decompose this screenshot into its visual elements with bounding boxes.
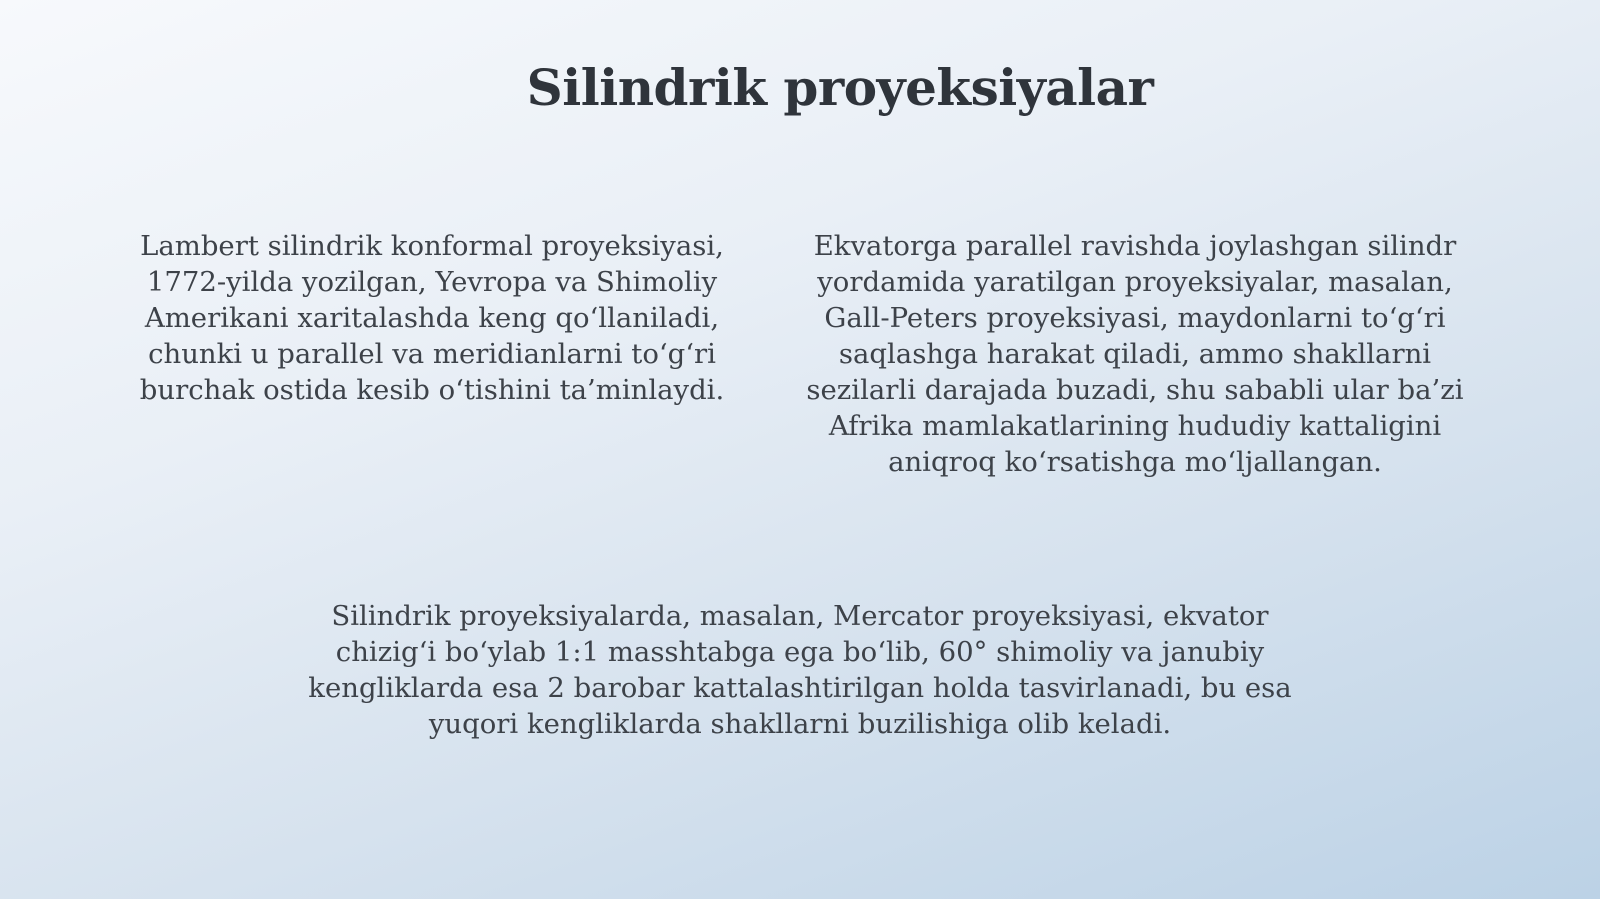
paragraph-gall-peters: Ekvatorga parallel ravishda joylashgan silindr yordamida yaratilgan proyeksiyalar, masalan, Gall-Peters proyeksiyasi, maydonlarni to‘g‘ri saqlashga harakat qiladi, ammo shakllarni sezilarli darajada buzadi, shu sababli ular ba’zi Afrika mamlakatlarining hududiy kattaligini aniqroq ko‘rsatishga mo‘ljallangan.	[806, 230, 1464, 478]
paragraph-mercator: Silindrik proyeksiyalarda, masalan, Mercator proyeksiyasi, ekvator chizig‘i bo‘ylab 1:1 masshtabga ega bo‘lib, 60° shimoliy va janubiy kengliklarda esa 2 barobar kattalashtirilgan holda tasvirlanadi, bu esa yuqori kengliklarda shakllarni buzilishiga olib keladi.	[308, 600, 1292, 740]
paragraph-lambert: Lambert silindrik konformal proyeksiyasi, 1772-yilda yozilgan, Yevropa va Shimoliy Amerikani xaritalashda keng qo‘llaniladi, chunki u parallel va meridianlarni to‘g‘ri burchak ostida kesib o‘tishini ta’minlaydi.	[139, 230, 725, 406]
slide-title: Silindrik proyeksiyalar	[526, 58, 1154, 117]
